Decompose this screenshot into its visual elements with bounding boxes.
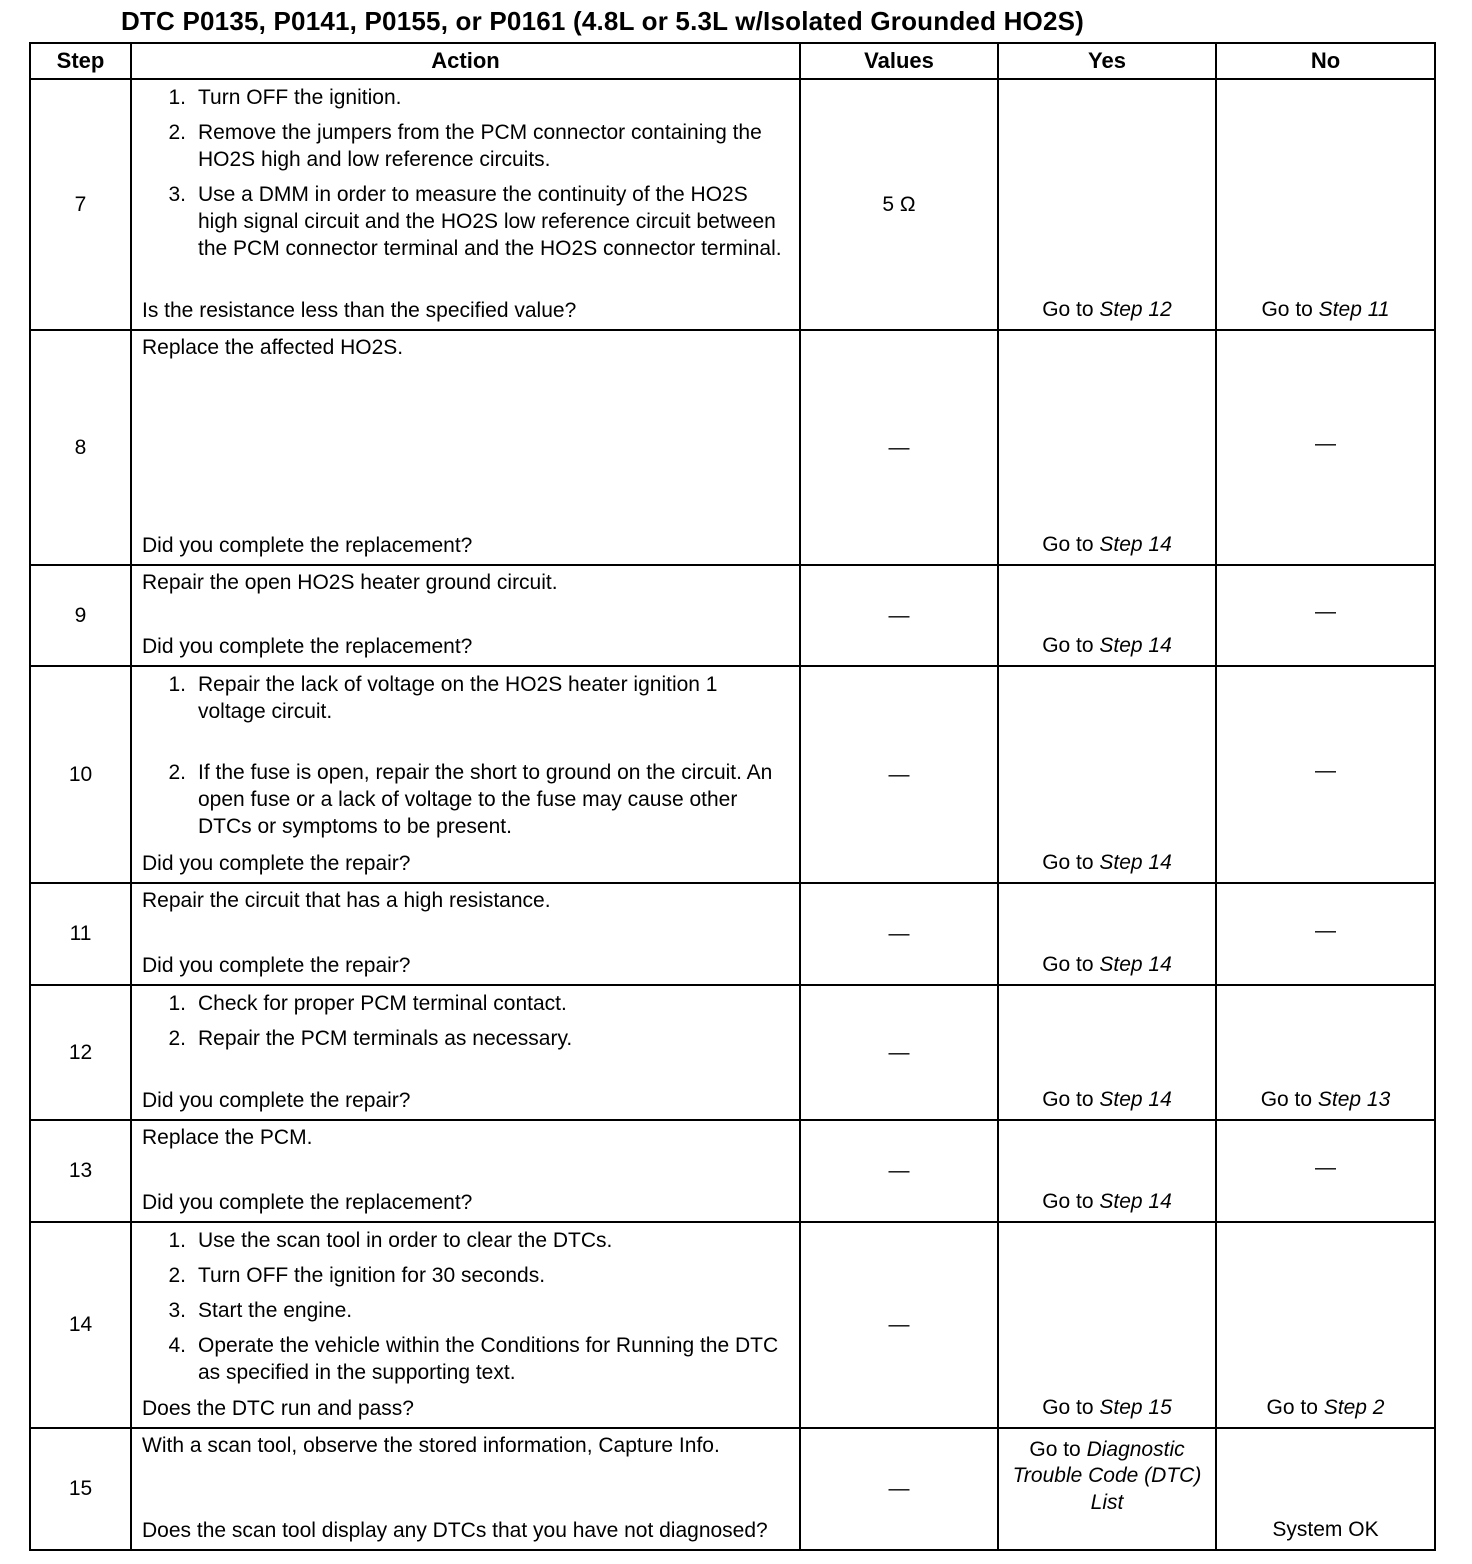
table-row	[30, 1222, 1435, 1428]
goto-prefix: Go to	[1029, 1438, 1087, 1461]
goto-step-link[interactable]: Step 14	[1099, 633, 1172, 657]
action-cell	[131, 1120, 800, 1222]
list-text: Operate the vehicle within the Conditions for Running the DTC as specified in the supporting text.	[198, 1334, 779, 1384]
value-cell: —	[800, 666, 998, 883]
no-dash: —	[1315, 918, 1336, 942]
action-question: Did you complete the repair?	[142, 1089, 411, 1112]
list-text: Remove the jumpers from the PCM connector containing the HO2S high and low reference circuits.	[198, 121, 762, 171]
yes-cell	[998, 666, 1216, 883]
list-number: 2.	[168, 1264, 186, 1287]
goto-prefix: Go to	[1042, 850, 1100, 874]
goto-prefix: Go to	[1266, 1395, 1324, 1419]
goto-step-link[interactable]: Step 14	[1099, 850, 1172, 874]
table-row	[30, 330, 1435, 565]
goto-prefix: Go to	[1042, 532, 1100, 556]
dtc-list-link[interactable]: Diagnostic Trouble Code (DTC) List	[1012, 1438, 1202, 1514]
diagnostic-table	[29, 42, 1436, 1551]
action-list-item	[142, 671, 789, 725]
action-question: Did you complete the repair?	[142, 852, 411, 875]
action-instruction: Repair the open HO2S heater ground circuit.	[142, 571, 558, 594]
action-instruction: Replace the affected HO2S.	[142, 336, 404, 359]
list-number: 3.	[168, 183, 186, 206]
action-question: Did you complete the repair?	[142, 954, 411, 977]
header-action: Action	[131, 43, 800, 79]
list-number: 2.	[168, 761, 186, 784]
no-dash: —	[1315, 1155, 1336, 1179]
no-result-text: System OK	[1272, 1517, 1379, 1541]
action-cell	[131, 330, 800, 565]
action-instruction: Repair the circuit that has a high resistance.	[142, 889, 551, 912]
no-cell	[1216, 330, 1435, 565]
action-instruction: Replace the PCM.	[142, 1126, 313, 1149]
yes-cell	[998, 1428, 1216, 1550]
no-cell	[1216, 565, 1435, 666]
step-number: 11	[30, 883, 131, 985]
goto-step-link[interactable]: Step 15	[1099, 1395, 1172, 1419]
header-yes: Yes	[998, 43, 1216, 79]
value-cell: —	[800, 883, 998, 985]
yes-cell	[998, 565, 1216, 666]
action-list-item	[142, 1297, 789, 1324]
value-cell: —	[800, 1428, 998, 1550]
yes-cell	[998, 1120, 1216, 1222]
no-cell	[1216, 1120, 1435, 1222]
list-text: Turn OFF the ignition.	[198, 86, 402, 109]
spacer	[142, 270, 789, 298]
no-dash: —	[1315, 600, 1336, 624]
step-number: 13	[30, 1120, 131, 1222]
step-number: 15	[30, 1428, 131, 1550]
goto-step-link[interactable]: Step 14	[1099, 532, 1172, 556]
yes-cell	[998, 79, 1216, 330]
list-text: Repair the lack of voltage on the HO2S heater ignition 1 voltage circuit.	[198, 673, 718, 723]
goto-prefix: Go to	[1042, 952, 1100, 976]
goto-step-link[interactable]: Step 14	[1099, 1189, 1172, 1213]
list-number: 1.	[168, 86, 186, 109]
no-cell	[1216, 985, 1435, 1120]
table-header-row	[30, 43, 1435, 79]
action-content	[132, 1429, 799, 1549]
spacer	[142, 1466, 789, 1518]
spacer	[142, 921, 789, 953]
action-content	[132, 884, 799, 984]
yes-cell	[998, 330, 1216, 565]
action-instruction: With a scan tool, observe the stored information, Capture Info.	[142, 1434, 720, 1457]
action-question: Does the scan tool display any DTCs that you have not diagnosed?	[142, 1519, 768, 1542]
list-text: Use the scan tool in order to clear the DTCs.	[198, 1229, 613, 1252]
action-list-item	[142, 181, 789, 262]
no-cell	[1216, 1222, 1435, 1428]
goto-step-link[interactable]: Step 14	[1099, 952, 1172, 976]
action-cell	[131, 985, 800, 1120]
list-number: 1.	[168, 673, 186, 696]
action-list-item	[142, 119, 789, 173]
table-row	[30, 883, 1435, 985]
value-cell: —	[800, 985, 998, 1120]
no-cell	[1216, 666, 1435, 883]
goto-prefix: Go to	[1042, 1087, 1100, 1111]
goto-prefix: Go to	[1042, 1189, 1100, 1213]
action-list-item	[142, 759, 789, 840]
yes-cell	[998, 883, 1216, 985]
goto-step-link[interactable]: Step 13	[1317, 1087, 1391, 1111]
yes-cell	[998, 985, 1216, 1120]
action-question: Did you complete the replacement?	[142, 534, 473, 557]
action-cell	[131, 883, 800, 985]
action-cell	[131, 666, 800, 883]
action-cell	[131, 79, 800, 330]
action-list-item	[142, 84, 789, 111]
list-text: Repair the PCM terminals as necessary.	[198, 1027, 573, 1050]
goto-step-link[interactable]: Step 2	[1323, 1395, 1385, 1419]
goto-step-link[interactable]: Step 11	[1318, 297, 1390, 321]
action-question: Does the DTC run and pass?	[142, 1397, 414, 1420]
no-dash: —	[1315, 759, 1336, 783]
action-question: Is the resistance less than the specified value?	[142, 299, 577, 322]
goto-step-link[interactable]: Step 12	[1099, 297, 1172, 321]
step-number: 14	[30, 1222, 131, 1428]
list-number: 1.	[168, 1229, 186, 1252]
step-number: 7	[30, 79, 131, 330]
table-row	[30, 1120, 1435, 1222]
table-row	[30, 985, 1435, 1120]
list-number: 4.	[168, 1334, 186, 1357]
step-number: 10	[30, 666, 131, 883]
list-text: Start the engine.	[198, 1299, 353, 1322]
value-cell: —	[800, 1222, 998, 1428]
table-row	[30, 79, 1435, 330]
table-row	[30, 565, 1435, 666]
action-content	[132, 331, 799, 564]
step-number: 8	[30, 330, 131, 565]
action-content	[132, 1121, 799, 1221]
step-number: 12	[30, 985, 131, 1120]
table-body	[30, 79, 1435, 1550]
action-cell	[131, 1222, 800, 1428]
list-number: 1.	[168, 992, 186, 1015]
table-row	[30, 666, 1435, 883]
value-cell: 5 Ω	[800, 79, 998, 330]
table-row	[30, 1428, 1435, 1550]
action-list-item	[142, 990, 789, 1017]
spacer	[142, 1158, 789, 1190]
no-cell	[1216, 1428, 1435, 1550]
action-content	[132, 667, 799, 882]
page-title: DTC P0135, P0141, P0155, or P0161 (4.8L or 5.3L w/Isolated Grounded HO2S)	[121, 6, 1085, 36]
list-text: Check for proper PCM terminal contact.	[198, 992, 567, 1015]
list-number: 2.	[168, 121, 186, 144]
value-cell: —	[800, 330, 998, 565]
goto-prefix: Go to	[1042, 297, 1100, 321]
list-number: 3.	[168, 1299, 186, 1322]
spacer	[142, 603, 789, 634]
no-cell	[1216, 883, 1435, 985]
value-cell: —	[800, 565, 998, 666]
list-number: 2.	[168, 1027, 186, 1050]
header-no: No	[1216, 43, 1435, 79]
action-cell	[131, 1428, 800, 1550]
spacer	[142, 368, 789, 533]
yes-cell	[998, 1222, 1216, 1428]
action-list-item	[142, 1262, 789, 1289]
step-number: 9	[30, 565, 131, 666]
goto-step-link[interactable]: Step 14	[1099, 1087, 1172, 1111]
action-list-item	[142, 1025, 789, 1052]
value-cell: —	[800, 1120, 998, 1222]
action-list-item	[142, 1332, 789, 1386]
goto-prefix: Go to	[1042, 1395, 1100, 1419]
list-text: If the fuse is open, repair the short to ground on the circuit. An open fuse or a lack of voltage to the fuse may cause other DTCs or symptoms to be present.	[198, 761, 773, 838]
action-list-item	[142, 1227, 789, 1254]
header-values: Values	[800, 43, 998, 79]
goto-prefix: Go to	[1042, 633, 1100, 657]
goto-prefix: Go to	[1261, 297, 1319, 321]
action-content	[132, 1223, 799, 1427]
spacer	[142, 1060, 789, 1088]
list-text: Use a DMM in order to measure the continuity of the HO2S high signal circuit and the HO2S low reference circuit between the PCM connector terminal and the HO2S connector terminal.	[198, 183, 782, 260]
goto-prefix: Go to	[1260, 1087, 1318, 1111]
action-cell	[131, 565, 800, 666]
action-content	[132, 986, 799, 1119]
action-content	[132, 80, 799, 329]
action-content	[132, 566, 799, 665]
list-text: Turn OFF the ignition for 30 seconds.	[198, 1264, 546, 1287]
header-step: Step	[30, 43, 131, 79]
no-cell	[1216, 79, 1435, 330]
action-question: Did you complete the replacement?	[142, 1191, 473, 1214]
no-dash: —	[1315, 432, 1336, 456]
action-question: Did you complete the replacement?	[142, 635, 473, 658]
